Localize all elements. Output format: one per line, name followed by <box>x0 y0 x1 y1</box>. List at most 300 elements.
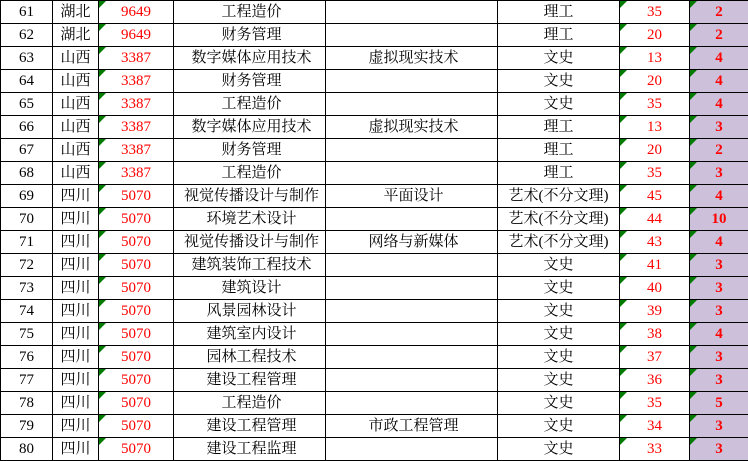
cell-category[interactable] <box>498 323 620 346</box>
cell-province[interactable] <box>53 47 99 70</box>
cell-major[interactable] <box>174 24 326 47</box>
cell-seq[interactable] <box>1 208 53 231</box>
cell-major[interactable] <box>174 116 326 139</box>
table-row <box>1 208 748 231</box>
cell-direction[interactable] <box>326 208 498 231</box>
province-text: 四川 <box>60 187 91 204</box>
cell-category[interactable] <box>498 93 620 116</box>
cell-code[interactable] <box>99 70 174 93</box>
cell-plan-count[interactable] <box>620 323 690 346</box>
category-text: 文史 <box>543 394 574 411</box>
seq-text: 70 <box>19 210 34 227</box>
cell-seq[interactable] <box>1 162 53 185</box>
error-indicator-triangle-icon <box>620 438 627 445</box>
cell-major[interactable] <box>174 300 326 323</box>
cell-code[interactable] <box>99 1 174 24</box>
cell-major[interactable] <box>174 277 326 300</box>
cell-seq[interactable] <box>1 70 53 93</box>
highlight-text: 3 <box>715 118 723 135</box>
province-text: 四川 <box>60 279 91 296</box>
cell-highlight-count[interactable] <box>690 139 748 162</box>
cell-major[interactable] <box>174 369 326 392</box>
cell-seq[interactable] <box>1 415 53 438</box>
province-text: 四川 <box>60 325 91 342</box>
cell-direction[interactable] <box>326 162 498 185</box>
major-text: 建设工程监理 <box>206 440 297 457</box>
code-text: 5070 <box>121 417 151 434</box>
cell-province[interactable] <box>53 24 99 47</box>
cell-plan-count[interactable] <box>620 346 690 369</box>
cell-plan-count[interactable] <box>620 415 690 438</box>
major-text: 建筑装饰工程技术 <box>191 256 312 273</box>
seq-text: 78 <box>19 394 34 411</box>
cell-category[interactable] <box>498 300 620 323</box>
province-text: 山西 <box>60 72 91 89</box>
error-indicator-triangle-icon <box>99 438 106 445</box>
cell-direction[interactable] <box>326 438 498 461</box>
error-indicator-triangle-icon <box>690 185 697 192</box>
cell-plan-count[interactable] <box>620 438 690 461</box>
cell-category[interactable] <box>498 392 620 415</box>
cell-code[interactable] <box>99 438 174 461</box>
cell-highlight-count[interactable] <box>690 231 748 254</box>
cell-direction[interactable] <box>326 231 498 254</box>
cell-highlight-count[interactable] <box>690 415 748 438</box>
cell-category[interactable] <box>498 277 620 300</box>
cell-category[interactable] <box>498 415 620 438</box>
direction-text: 虚拟现实技术 <box>368 118 459 135</box>
cell-code[interactable] <box>99 24 174 47</box>
province-text: 四川 <box>60 440 91 457</box>
table-row <box>1 254 748 277</box>
code-text: 5070 <box>121 325 151 342</box>
error-indicator-triangle-icon <box>620 369 627 376</box>
highlight-text: 4 <box>715 325 723 342</box>
cell-seq[interactable] <box>1 392 53 415</box>
cell-highlight-count[interactable] <box>690 369 748 392</box>
table-row <box>1 415 748 438</box>
cell-category[interactable] <box>498 70 620 93</box>
plan-text: 44 <box>647 210 662 227</box>
cell-province[interactable] <box>53 369 99 392</box>
highlight-text: 5 <box>715 394 723 411</box>
cell-direction[interactable] <box>326 346 498 369</box>
plan-text: 35 <box>647 164 662 181</box>
cell-plan-count[interactable] <box>620 93 690 116</box>
error-indicator-triangle-icon <box>620 70 627 77</box>
cell-major[interactable] <box>174 93 326 116</box>
province-text: 四川 <box>60 348 91 365</box>
cell-plan-count[interactable] <box>620 162 690 185</box>
cell-province[interactable] <box>53 116 99 139</box>
cell-seq[interactable] <box>1 47 53 70</box>
error-indicator-triangle-icon <box>99 208 106 215</box>
cell-category[interactable] <box>498 346 620 369</box>
category-text: 理工 <box>543 26 574 43</box>
error-indicator-triangle-icon <box>99 116 106 123</box>
cell-province[interactable] <box>53 162 99 185</box>
major-text: 工程造价 <box>221 3 282 20</box>
cell-highlight-count[interactable] <box>690 116 748 139</box>
cell-province[interactable] <box>53 185 99 208</box>
category-text: 文史 <box>543 49 574 66</box>
cell-code[interactable] <box>99 254 174 277</box>
cell-major[interactable] <box>174 231 326 254</box>
cell-direction[interactable] <box>326 323 498 346</box>
cell-seq[interactable] <box>1 116 53 139</box>
cell-province[interactable] <box>53 231 99 254</box>
major-text: 财务管理 <box>221 72 282 89</box>
category-text: 文史 <box>543 279 574 296</box>
error-indicator-triangle-icon <box>690 1 697 8</box>
province-text: 山西 <box>60 141 91 158</box>
cell-highlight-count[interactable] <box>690 93 748 116</box>
error-indicator-triangle-icon <box>690 162 697 169</box>
error-indicator-triangle-icon <box>690 47 697 54</box>
cell-province[interactable] <box>53 277 99 300</box>
error-indicator-triangle-icon <box>99 323 106 330</box>
table-row <box>1 162 748 185</box>
table-row <box>1 277 748 300</box>
cell-major[interactable] <box>174 415 326 438</box>
province-text: 四川 <box>60 417 91 434</box>
cell-category[interactable] <box>498 369 620 392</box>
cell-major[interactable] <box>174 254 326 277</box>
cell-province[interactable] <box>53 438 99 461</box>
cell-highlight-count[interactable] <box>690 346 748 369</box>
cell-code[interactable] <box>99 139 174 162</box>
cell-seq[interactable] <box>1 277 53 300</box>
table-row <box>1 346 748 369</box>
major-text: 建筑室内设计 <box>206 325 297 342</box>
category-text: 艺术(不分文理) <box>508 233 609 250</box>
error-indicator-triangle-icon <box>99 300 106 307</box>
plan-text: 20 <box>647 72 662 89</box>
cell-category[interactable] <box>498 208 620 231</box>
cell-province[interactable] <box>53 392 99 415</box>
plan-text: 20 <box>647 141 662 158</box>
cell-category[interactable] <box>498 139 620 162</box>
table-row <box>1 369 748 392</box>
code-text: 5070 <box>121 187 151 204</box>
plan-text: 43 <box>647 233 662 250</box>
error-indicator-triangle-icon <box>620 116 627 123</box>
cell-plan-count[interactable] <box>620 369 690 392</box>
cell-highlight-count[interactable] <box>690 1 748 24</box>
cell-highlight-count[interactable] <box>690 277 748 300</box>
cell-code[interactable] <box>99 47 174 70</box>
cell-province[interactable] <box>53 208 99 231</box>
error-indicator-triangle-icon <box>99 277 106 284</box>
cell-major[interactable] <box>174 392 326 415</box>
highlight-text: 4 <box>715 187 723 204</box>
cell-direction[interactable] <box>326 392 498 415</box>
cell-plan-count[interactable] <box>620 392 690 415</box>
cell-highlight-count[interactable] <box>690 208 748 231</box>
direction-text: 网络与新媒体 <box>368 233 459 250</box>
cell-seq[interactable] <box>1 346 53 369</box>
category-text: 文史 <box>543 348 574 365</box>
highlight-text: 2 <box>715 141 723 158</box>
cell-plan-count[interactable] <box>620 277 690 300</box>
error-indicator-triangle-icon <box>690 392 697 399</box>
cell-province[interactable] <box>53 323 99 346</box>
cell-code[interactable] <box>99 277 174 300</box>
cell-province[interactable] <box>53 300 99 323</box>
seq-text: 80 <box>19 440 34 457</box>
error-indicator-triangle-icon <box>99 70 106 77</box>
category-text: 理工 <box>543 118 574 135</box>
table-row <box>1 323 748 346</box>
plan-text: 45 <box>647 187 662 204</box>
direction-text: 市政工程管理 <box>368 417 459 434</box>
plan-text: 34 <box>647 417 662 434</box>
error-indicator-triangle-icon <box>620 208 627 215</box>
cell-plan-count[interactable] <box>620 208 690 231</box>
plan-text: 35 <box>647 3 662 20</box>
error-indicator-triangle-icon <box>620 93 627 100</box>
cell-major[interactable] <box>174 70 326 93</box>
error-indicator-triangle-icon <box>620 24 627 31</box>
cell-code[interactable] <box>99 369 174 392</box>
cell-plan-count[interactable] <box>620 1 690 24</box>
cell-plan-count[interactable] <box>620 300 690 323</box>
table-row <box>1 438 748 461</box>
cell-plan-count[interactable] <box>620 231 690 254</box>
error-indicator-triangle-icon <box>99 24 106 31</box>
cell-highlight-count[interactable] <box>690 47 748 70</box>
cell-highlight-count[interactable] <box>690 438 748 461</box>
cell-province[interactable] <box>53 93 99 116</box>
cell-major[interactable] <box>174 323 326 346</box>
cell-direction[interactable] <box>326 116 498 139</box>
cell-direction[interactable] <box>326 277 498 300</box>
plan-text: 39 <box>647 302 662 319</box>
cell-seq[interactable] <box>1 93 53 116</box>
cell-code[interactable] <box>99 346 174 369</box>
cell-direction[interactable] <box>326 300 498 323</box>
table-row <box>1 1 748 24</box>
plan-text: 20 <box>647 26 662 43</box>
seq-text: 73 <box>19 279 34 296</box>
cell-direction[interactable] <box>326 254 498 277</box>
major-text: 环境艺术设计 <box>206 210 297 227</box>
highlight-text: 3 <box>715 256 723 273</box>
plan-text: 13 <box>647 49 662 66</box>
highlight-text: 10 <box>711 210 727 227</box>
table-row <box>1 185 748 208</box>
error-indicator-triangle-icon <box>99 185 106 192</box>
major-text: 建筑设计 <box>221 279 282 296</box>
cell-major[interactable] <box>174 139 326 162</box>
cell-plan-count[interactable] <box>620 47 690 70</box>
table-row <box>1 47 748 70</box>
seq-text: 62 <box>19 26 34 43</box>
cell-seq[interactable] <box>1 185 53 208</box>
plan-text: 40 <box>647 279 662 296</box>
cell-direction[interactable] <box>326 185 498 208</box>
cell-highlight-count[interactable] <box>690 323 748 346</box>
code-text: 3387 <box>121 141 151 158</box>
cell-code[interactable] <box>99 162 174 185</box>
cell-province[interactable] <box>53 254 99 277</box>
cell-seq[interactable] <box>1 438 53 461</box>
table-row <box>1 116 748 139</box>
cell-major[interactable] <box>174 1 326 24</box>
cell-direction[interactable] <box>326 93 498 116</box>
cell-plan-count[interactable] <box>620 185 690 208</box>
cell-province[interactable] <box>53 346 99 369</box>
category-text: 文史 <box>543 371 574 388</box>
cell-code[interactable] <box>99 208 174 231</box>
cell-category[interactable] <box>498 438 620 461</box>
cell-seq[interactable] <box>1 1 53 24</box>
code-text: 3387 <box>121 72 151 89</box>
cell-major[interactable] <box>174 47 326 70</box>
seq-text: 68 <box>19 164 34 181</box>
code-text: 9649 <box>121 26 151 43</box>
major-text: 工程造价 <box>221 95 282 112</box>
cell-plan-count[interactable] <box>620 254 690 277</box>
category-text: 理工 <box>543 141 574 158</box>
cell-category[interactable] <box>498 254 620 277</box>
cell-category[interactable] <box>498 185 620 208</box>
cell-category[interactable] <box>498 162 620 185</box>
cell-code[interactable] <box>99 415 174 438</box>
category-text: 理工 <box>543 164 574 181</box>
cell-highlight-count[interactable] <box>690 392 748 415</box>
cell-direction[interactable] <box>326 24 498 47</box>
highlight-text: 3 <box>715 417 723 434</box>
category-text: 文史 <box>543 256 574 273</box>
cell-code[interactable] <box>99 231 174 254</box>
cell-seq[interactable] <box>1 300 53 323</box>
error-indicator-triangle-icon <box>620 185 627 192</box>
major-text: 视觉传播设计与制作 <box>183 187 319 204</box>
error-indicator-triangle-icon <box>99 369 106 376</box>
table-row <box>1 231 748 254</box>
province-text: 四川 <box>60 394 91 411</box>
cell-plan-count[interactable] <box>620 139 690 162</box>
cell-plan-count[interactable] <box>620 24 690 47</box>
cell-category[interactable] <box>498 24 620 47</box>
cell-seq[interactable] <box>1 254 53 277</box>
province-text: 湖北 <box>60 26 91 43</box>
plan-text: 33 <box>647 440 662 457</box>
cell-category[interactable] <box>498 47 620 70</box>
cell-highlight-count[interactable] <box>690 185 748 208</box>
seq-text: 71 <box>19 233 34 250</box>
cell-code[interactable] <box>99 300 174 323</box>
error-indicator-triangle-icon <box>620 162 627 169</box>
cell-province[interactable] <box>53 1 99 24</box>
cell-highlight-count[interactable] <box>690 300 748 323</box>
error-indicator-triangle-icon <box>99 415 106 422</box>
category-text: 文史 <box>543 417 574 434</box>
cell-highlight-count[interactable] <box>690 24 748 47</box>
cell-seq[interactable] <box>1 369 53 392</box>
cell-direction[interactable] <box>326 47 498 70</box>
highlight-text: 3 <box>715 279 723 296</box>
cell-category[interactable] <box>498 231 620 254</box>
cell-major[interactable] <box>174 162 326 185</box>
category-text: 理工 <box>543 3 574 20</box>
cell-code[interactable] <box>99 93 174 116</box>
cell-code[interactable] <box>99 185 174 208</box>
cell-highlight-count[interactable] <box>690 162 748 185</box>
cell-code[interactable] <box>99 116 174 139</box>
table-row <box>1 300 748 323</box>
cell-major[interactable] <box>174 346 326 369</box>
cell-major[interactable] <box>174 208 326 231</box>
error-indicator-triangle-icon <box>690 208 697 215</box>
cell-plan-count[interactable] <box>620 116 690 139</box>
province-text: 四川 <box>60 256 91 273</box>
cell-direction[interactable] <box>326 139 498 162</box>
major-text: 建设工程管理 <box>206 417 297 434</box>
major-text: 财务管理 <box>221 141 282 158</box>
cell-seq[interactable] <box>1 231 53 254</box>
cell-highlight-count[interactable] <box>690 254 748 277</box>
error-indicator-triangle-icon <box>690 231 697 238</box>
cell-direction[interactable] <box>326 369 498 392</box>
cell-highlight-count[interactable] <box>690 70 748 93</box>
cell-seq[interactable] <box>1 24 53 47</box>
code-text: 3387 <box>121 118 151 135</box>
cell-category[interactable] <box>498 1 620 24</box>
province-text: 山西 <box>60 118 91 135</box>
code-text: 3387 <box>121 164 151 181</box>
cell-direction[interactable] <box>326 1 498 24</box>
cell-code[interactable] <box>99 392 174 415</box>
category-text: 艺术(不分文理) <box>508 210 609 227</box>
error-indicator-triangle-icon <box>620 277 627 284</box>
error-indicator-triangle-icon <box>690 116 697 123</box>
cell-province[interactable] <box>53 415 99 438</box>
major-text: 工程造价 <box>221 164 282 181</box>
cell-province[interactable] <box>53 70 99 93</box>
highlight-text: 3 <box>715 440 723 457</box>
cell-major[interactable] <box>174 185 326 208</box>
cell-major[interactable] <box>174 438 326 461</box>
seq-text: 77 <box>19 371 34 388</box>
cell-direction[interactable] <box>326 70 498 93</box>
error-indicator-triangle-icon <box>690 438 697 445</box>
cell-seq[interactable] <box>1 323 53 346</box>
major-text: 财务管理 <box>221 26 282 43</box>
plan-text: 13 <box>647 118 662 135</box>
plan-text: 37 <box>647 348 662 365</box>
cell-category[interactable] <box>498 116 620 139</box>
code-text: 5070 <box>121 279 151 296</box>
category-text: 文史 <box>543 72 574 89</box>
error-indicator-triangle-icon <box>99 346 106 353</box>
category-text: 艺术(不分文理) <box>508 187 609 204</box>
cell-seq[interactable] <box>1 139 53 162</box>
province-text: 山西 <box>60 49 91 66</box>
major-text: 工程造价 <box>221 394 282 411</box>
cell-province[interactable] <box>53 139 99 162</box>
major-text: 数字媒体应用技术 <box>191 49 312 66</box>
highlight-text: 4 <box>715 72 723 89</box>
error-indicator-triangle-icon <box>690 415 697 422</box>
code-text: 5070 <box>121 233 151 250</box>
error-indicator-triangle-icon <box>690 93 697 100</box>
cell-plan-count[interactable] <box>620 70 690 93</box>
province-text: 山西 <box>60 164 91 181</box>
cell-code[interactable] <box>99 323 174 346</box>
cell-direction[interactable] <box>326 415 498 438</box>
